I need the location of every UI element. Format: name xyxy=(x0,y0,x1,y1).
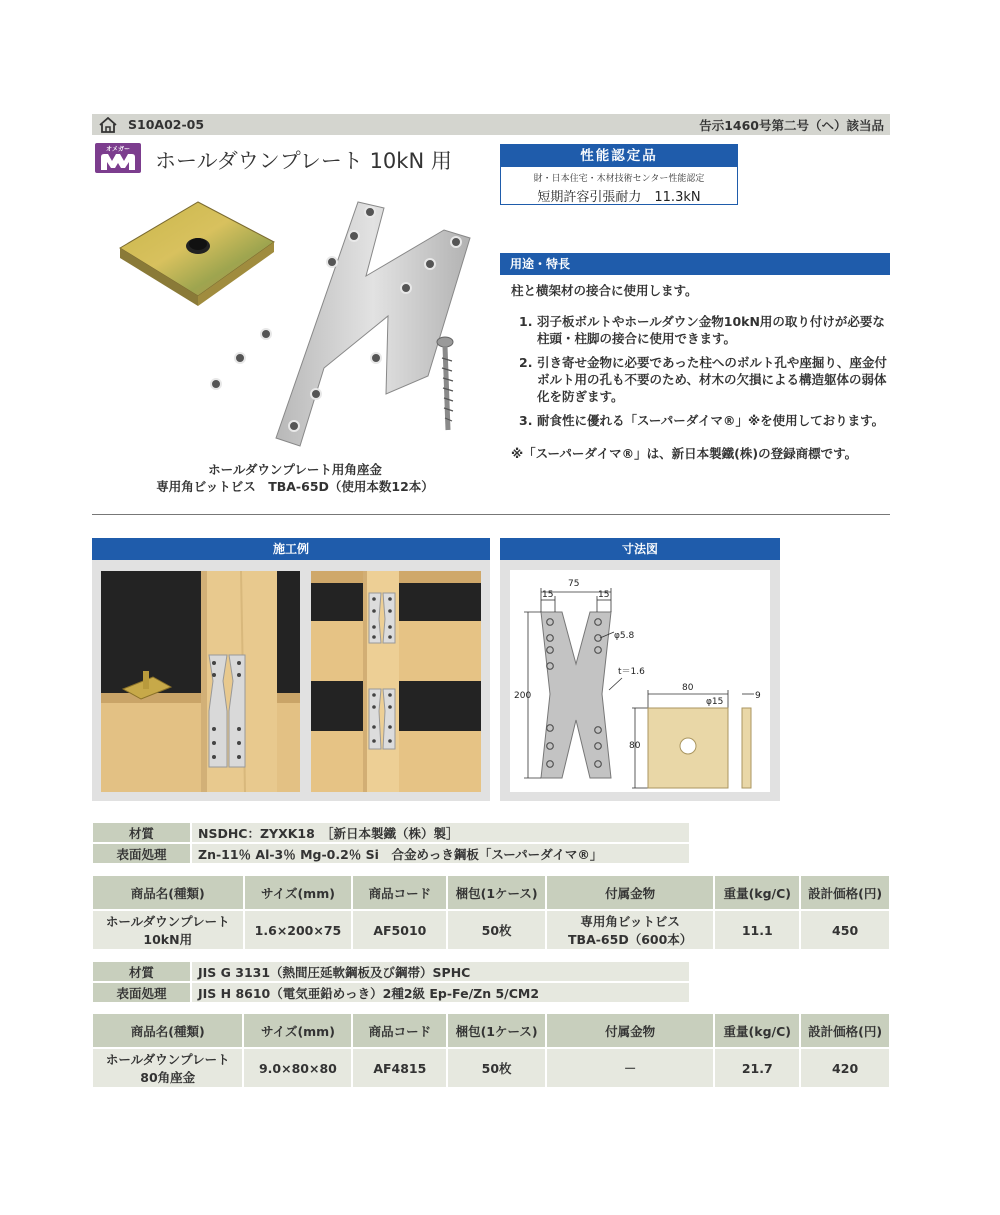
construction-photo-1 xyxy=(101,571,300,792)
dim-washer-thickness: 9 xyxy=(755,691,761,701)
column-header: 商品コード xyxy=(352,1013,447,1048)
column-header: 梱包(1ケース) xyxy=(447,1013,546,1048)
dim-margin-left: 15 xyxy=(542,590,554,600)
column-header: 商品名(種類) xyxy=(92,875,244,910)
column-header: 重量(kg/C) xyxy=(714,1013,800,1048)
list-item: 2. 引き寄せ金物に必要であった柱へのボルト孔や座掘り、座金付ボルト用の孔も不要のため、材木の欠損による構造躯体の弱体化を防ぎます。 xyxy=(519,355,887,404)
image-caption-line2: 専用角ビットビス TBA-65D（使用本数12本） xyxy=(156,479,434,494)
spec-label: 表面処理 xyxy=(92,982,191,1003)
dimensions-heading: 寸法図 xyxy=(500,538,780,560)
image-caption-line1: ホールダウンプレート用角座金 xyxy=(208,462,382,477)
column-header: 梱包(1ケース) xyxy=(447,875,546,910)
house-icon xyxy=(98,117,118,133)
column-header: 付属金物 xyxy=(546,1013,714,1048)
features-intro: 柱と横架材の接合に使用します。 xyxy=(511,283,698,298)
table-row xyxy=(92,961,690,982)
accessory-cell: － xyxy=(546,1048,714,1088)
column-header: 商品名(種類) xyxy=(92,1013,243,1048)
features-body xyxy=(511,282,889,462)
spec-label: 表面処理 xyxy=(92,843,191,864)
certification-line1: 財・日本住宅・木材技術センター性能認定 xyxy=(533,174,705,184)
dim-width-total: 75 xyxy=(568,579,580,589)
list-item: 1. 羽子板ボルトやホールダウン金物10kN用の取り付けが必要な柱頭・柱脚の接合に使用できます。 xyxy=(519,314,885,346)
dim-washer-hole: φ15 xyxy=(706,697,724,707)
dimension-drawing xyxy=(510,570,770,792)
list-item: 3. 耐食性に優れる「スーパーダイマ®」※を使用しております。 xyxy=(519,413,885,428)
product-name-cell: ホールダウンプレート 80角座金 xyxy=(92,1048,243,1088)
pack-cell: 50枚 xyxy=(447,1048,546,1088)
table-row xyxy=(92,1048,890,1088)
column-header: サイズ(mm) xyxy=(244,875,353,910)
features-list xyxy=(511,313,889,429)
screw-image xyxy=(437,337,453,430)
column-header: 商品コード xyxy=(352,875,447,910)
dim-hole: φ5.8 xyxy=(614,631,635,641)
spec-table-2 xyxy=(91,960,691,1004)
weight-cell: 21.7 xyxy=(714,1048,800,1088)
accessory-cell: 専用角ビットビス TBA-65D（600本） xyxy=(546,910,714,950)
size-cell: 1.6×200×75 xyxy=(244,910,353,950)
code-cell: AF4815 xyxy=(352,1048,447,1088)
notice-text: 告示1460号第二号（ヘ）該当品 xyxy=(699,117,884,133)
certification-title: 性能認定品 xyxy=(501,145,737,167)
construction-heading: 施工例 xyxy=(92,538,490,560)
product-table-2 xyxy=(91,1012,891,1089)
column-header: 重量(kg/C) xyxy=(714,875,800,910)
size-cell: 9.0×80×80 xyxy=(243,1048,352,1088)
price-cell: 420 xyxy=(800,1048,890,1088)
brand-logo-text: オメガー xyxy=(106,146,130,153)
product-illustration xyxy=(118,198,478,460)
table-header-row xyxy=(92,875,890,910)
spec-table-1 xyxy=(91,821,691,865)
column-header: 付属金物 xyxy=(546,875,714,910)
dim-washer-width: 80 xyxy=(682,683,694,693)
product-name-cell: ホールダウンプレート 10kN用 xyxy=(92,910,244,950)
spec-value: JIS H 8610（電気亜鉛めっき）2種2級 Ep-Fe/Zn 5/CM2 xyxy=(191,982,690,1003)
construction-photo-2 xyxy=(311,571,481,792)
omega-logo-icon xyxy=(100,153,136,171)
pack-cell: 50枚 xyxy=(447,910,546,950)
table-row xyxy=(92,910,890,950)
spec-value: Zn-11％ Al-3％ Mg-0.2％ Si 合金めっき鋼板「スーパーダイマ®」 xyxy=(191,843,690,864)
column-header: サイズ(mm) xyxy=(243,1013,352,1048)
spec-label: 材質 xyxy=(92,822,191,843)
square-washer-image xyxy=(120,202,274,306)
table-row xyxy=(92,982,690,1003)
spec-value: NSDHC：ZYXK18 ［新日本製鐵（株）製］ xyxy=(191,822,690,843)
weight-cell: 11.1 xyxy=(714,910,800,950)
brand-logo xyxy=(95,143,141,173)
dim-margin-right: 15 xyxy=(598,590,610,600)
certification-box xyxy=(500,144,738,205)
dim-height: 200 xyxy=(514,691,532,701)
divider xyxy=(92,514,890,515)
spec-label: 材質 xyxy=(92,961,191,982)
table-row xyxy=(92,843,690,864)
price-cell: 450 xyxy=(800,910,890,950)
page-title: ホールダウンプレート 10kN 用 xyxy=(155,149,452,173)
features-heading: 用途・特長 xyxy=(500,253,890,275)
column-header: 設計価格(円) xyxy=(800,875,890,910)
spec-value: JIS G 3131（熱間圧延軟鋼板及び鋼帯）SPHC xyxy=(191,961,690,982)
product-table-1 xyxy=(91,874,891,951)
certification-line2: 短期許容引張耐力 11.3kN xyxy=(537,190,701,205)
table-row xyxy=(92,822,690,843)
table-header-row xyxy=(92,1013,890,1048)
code-cell: AF5010 xyxy=(352,910,447,950)
product-code-header: S10A02-05 xyxy=(128,117,205,132)
dim-washer-height: 80 xyxy=(629,741,641,751)
dim-thickness: t＝1.6 xyxy=(618,667,645,677)
header-bar xyxy=(92,114,890,135)
column-header: 設計価格(円) xyxy=(800,1013,890,1048)
trademark-note: ※「スーパーダイマ®」は、新日本製鐵(株)の登録商標です。 xyxy=(511,446,858,461)
